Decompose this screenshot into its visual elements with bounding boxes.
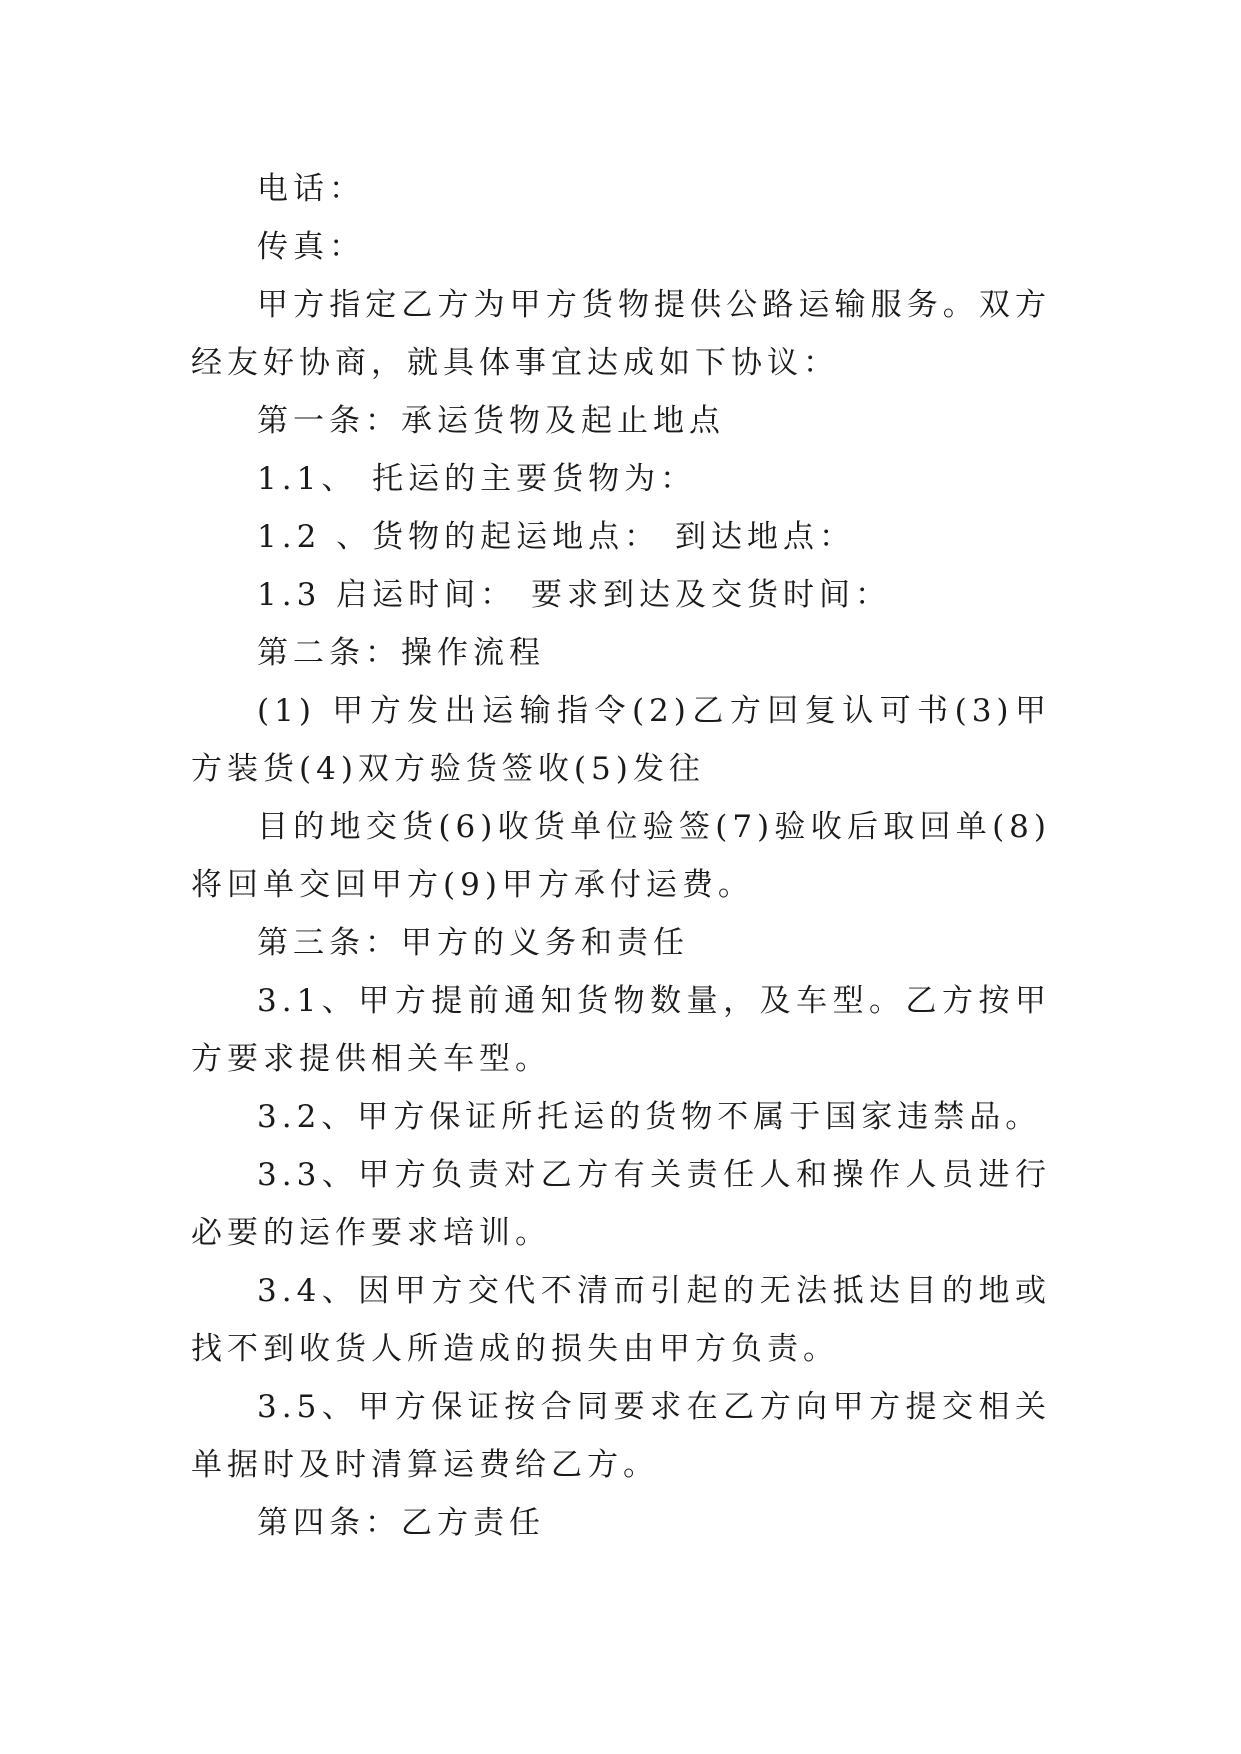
fax-line: 传真： <box>257 229 365 265</box>
clause-3-1: 3.1、甲方提前通知货物数量，及车型。乙方按甲方要求提供相关车型。 <box>191 983 1051 1077</box>
clause-1-1: 1.1、 托运的主要货物为： <box>257 461 697 497</box>
clause-3-3: 3.3、甲方负责对乙方有关责任人和操作人员进行必要的运作要求培训。 <box>191 1157 1051 1251</box>
article-1-heading: 第一条：承运货物及起止地点 <box>257 403 725 439</box>
article-3-heading: 第三条：甲方的义务和责任 <box>257 925 689 961</box>
clause-3-4: 3.4、因甲方交代不清而引起的无法抵达目的地或找不到收货人所造成的损失由甲方负责。 <box>191 1273 1051 1367</box>
article-2-heading: 第二条：操作流程 <box>257 635 545 671</box>
intro-paragraph: 甲方指定乙方为甲方货物提供公路运输服务。双方经友好协商，就具体事宜达成如下协议： <box>191 287 1051 381</box>
process-steps-part-2: 目的地交货(6)收货单位验签(7)验收后取回单(8)将回单交回甲方(9)甲方承付运费。 <box>191 809 1051 903</box>
clause-3-5: 3.5、甲方保证按合同要求在乙方向甲方提交相关单据时及时清算运费给乙方。 <box>191 1389 1051 1483</box>
clause-3-2: 3.2、甲方保证所托运的货物不属于国家违禁品。 <box>257 1099 1042 1135</box>
phone-line: 电话： <box>257 171 365 207</box>
clause-1-2: 1.2 、货物的起运地点： 到达地点： <box>257 519 856 555</box>
clause-1-3: 1.3 启运时间： 要求到达及交货时间： <box>257 577 892 613</box>
process-steps-part-1: (1) 甲方发出运输指令(2)乙方回复认可书(3)甲方装货(4)双方验货签收(5)发往 <box>191 693 1051 787</box>
document-page <box>191 160 1051 1552</box>
article-4-heading: 第四条：乙方责任 <box>257 1505 545 1541</box>
